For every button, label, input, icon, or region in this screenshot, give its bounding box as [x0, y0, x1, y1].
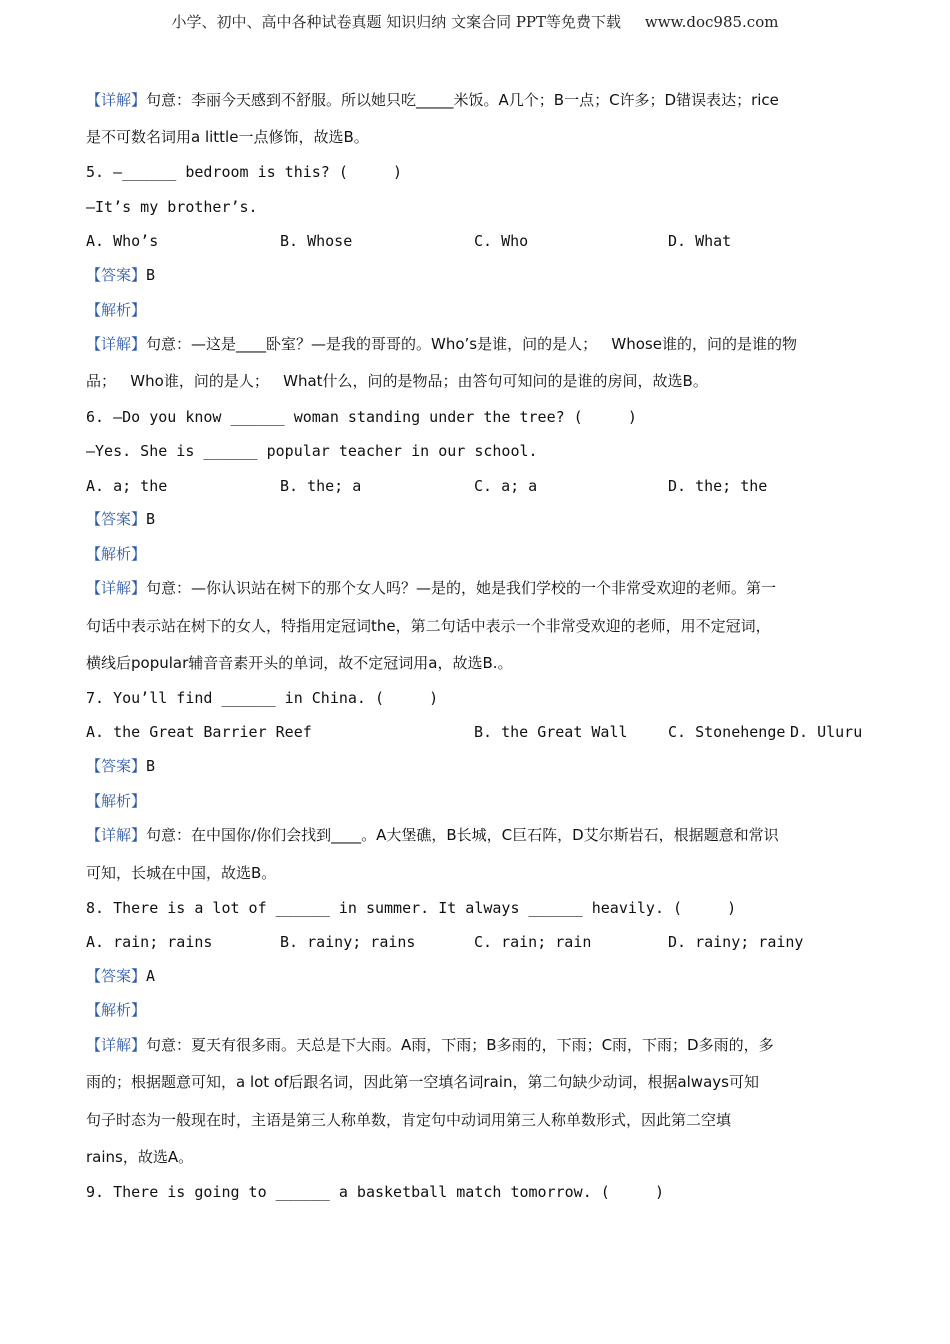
q7-option-c: C. Stonehenge — [668, 723, 786, 741]
q8-detail-line-1 — [86, 1035, 774, 1055]
detail-label: 【详解】 — [86, 91, 147, 109]
q5-analysis-label: 【解析】 — [86, 301, 147, 319]
q7-answer-value: B — [146, 757, 156, 775]
q9-stem: 9. There is going to ______ a basketball match tomorrow. ( ) — [86, 1183, 664, 1201]
q7-option-d: D. Uluru — [790, 723, 863, 741]
q8-answer-value: A — [146, 967, 156, 985]
detail-label: 【详解】 — [86, 826, 147, 844]
q8-answer — [86, 966, 155, 986]
q5-option-a: A. Who’s — [86, 232, 159, 250]
q4-detail-text-1: 句意：李丽今天感到不舒服。所以她只吃_____米饭。A几个；B一点；C许多；D错误表达；rice — [146, 91, 779, 109]
q8-option-c: C. rain; rain — [474, 933, 592, 951]
q6-analysis-label: 【解析】 — [86, 545, 147, 563]
q5-option-d: D. What — [668, 232, 732, 250]
q7-stem: 7. You’ll find ______ in China. ( ) — [86, 689, 439, 707]
q6-answer — [86, 509, 155, 529]
q6-option-b: B. the; a — [280, 477, 362, 495]
q4-detail-line-2: 是不可数名词用a little一点修饰，故选B。 — [86, 128, 369, 146]
q6-detail-text-1: 句意：—你认识站在树下的那个女人吗？—是的，她是我们学校的一个非常受欢迎的老师。第一 — [146, 579, 777, 597]
q6-detail-line-1 — [86, 578, 776, 598]
q5-reply: —It’s my brother’s. — [86, 198, 258, 216]
answer-label: 【答案】 — [86, 510, 147, 528]
q4-detail-line-1 — [86, 90, 779, 110]
q7-option-b: B. the Great Wall — [474, 723, 628, 741]
q7-detail-line-1 — [86, 825, 779, 845]
q5-option-c: C. Who — [474, 232, 529, 250]
q7-detail-text-1: 句意：在中国你/你们会找到____。A大堡礁，B长城，C巨石阵，D艾尔斯岩石，根据题意和常识 — [146, 826, 779, 844]
q8-option-d: D. rainy; rainy — [668, 933, 804, 951]
q8-detail-line-4: rains，故选A。 — [86, 1148, 194, 1166]
detail-label: 【详解】 — [86, 579, 147, 597]
q6-detail-line-3: 横线后popular辅音音素开头的单词，故不定冠词用a，故选B.。 — [86, 654, 513, 672]
answer-label: 【答案】 — [86, 757, 147, 775]
q6-option-d: D. the; the — [668, 477, 768, 495]
q5-stem: 5. —______ bedroom is this? ( ) — [86, 163, 403, 181]
page-header: 小学、初中、高中各种试卷真题 知识归纳 文案合同 PPT等免费下载 www.doc985.com — [171, 13, 779, 31]
q5-option-b: B. Whose — [280, 232, 353, 250]
q5-answer — [86, 265, 155, 285]
q5-detail-line-1 — [86, 334, 797, 354]
q6-answer-value: B — [146, 510, 156, 528]
q8-option-a: A. rain; rains — [86, 933, 213, 951]
answer-label: 【答案】 — [86, 266, 147, 284]
q6-option-a: A. a; the — [86, 477, 168, 495]
detail-label: 【详解】 — [86, 1036, 147, 1054]
q5-detail-line-2: 品； Who谁，问的是人； What什么，问的是物品；由答句可知问的是谁的房间，故选B。 — [86, 372, 708, 390]
q8-detail-line-2: 雨的；根据题意可知，a lot of后跟名词，因此第一空填名词rain，第二句缺少动词，根据always可知 — [86, 1073, 759, 1091]
q8-stem: 8. There is a lot of ______ in summer. It always ______ heavily. ( ) — [86, 899, 737, 917]
answer-label: 【答案】 — [86, 967, 147, 985]
q8-option-b: B. rainy; rains — [280, 933, 416, 951]
detail-label: 【详解】 — [86, 335, 147, 353]
q7-detail-line-2: 可知，长城在中国，故选B。 — [86, 864, 277, 882]
q6-option-c: C. a; a — [474, 477, 538, 495]
q8-analysis-label: 【解析】 — [86, 1001, 147, 1019]
q8-detail-text-1: 句意：夏天有很多雨。天总是下大雨。A雨，下雨；B多雨的，下雨；C雨，下雨；D多雨的，多 — [146, 1036, 774, 1054]
q7-analysis-label: 【解析】 — [86, 792, 147, 810]
q6-reply: —Yes. She is ______ popular teacher in our school. — [86, 442, 538, 460]
q5-detail-text-1: 句意：—这是____卧室？—是我的哥哥的。Who’s是谁，问的是人； Whose谁的，问的是谁的物 — [146, 335, 797, 353]
q8-detail-line-3: 句子时态为一般现在时，主语是第三人称单数，肯定句中动词用第三人称单数形式，因此第二空填 — [86, 1111, 732, 1129]
q5-answer-value: B — [146, 266, 156, 284]
q6-stem: 6. —Do you know ______ woman standing under the tree? ( ) — [86, 408, 637, 426]
q7-option-a: A. the Great Barrier Reef — [86, 723, 312, 741]
q6-detail-line-2: 句话中表示站在树下的女人，特指用定冠词the，第二句话中表示一个非常受欢迎的老师，用不定冠词， — [86, 617, 771, 635]
q7-answer — [86, 756, 155, 776]
